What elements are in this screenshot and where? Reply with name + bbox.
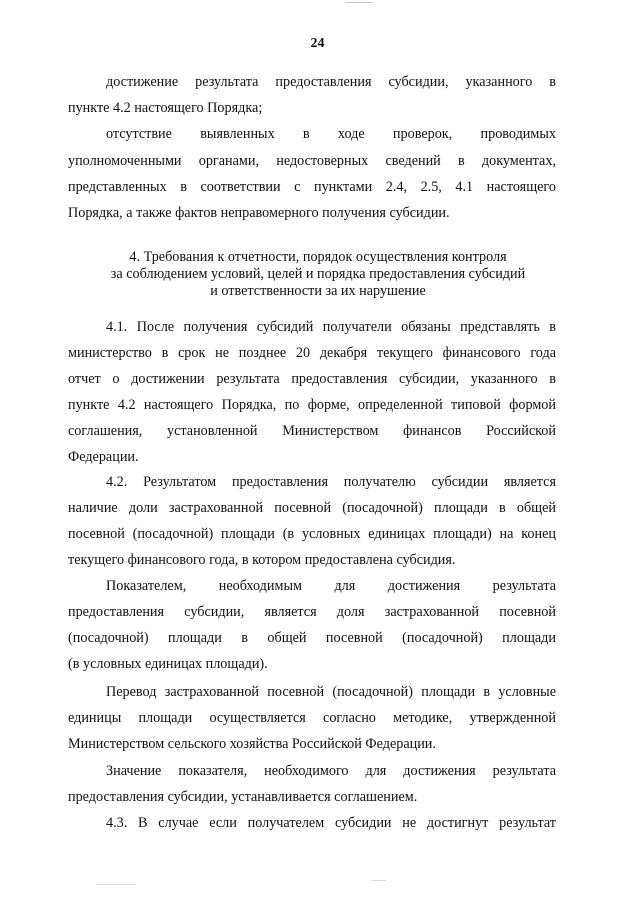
text-line: 4.3. В случае если получателем субсидии не достигнут результат (106, 815, 556, 831)
text-line: текущего финансового года, в котором предоставлена субсидия. (68, 552, 456, 568)
text-line: 4.2. Результатом предоставления получателю субсидии является (106, 474, 556, 490)
text-line: единицы площади осуществляется согласно методике, утвержденной (68, 710, 556, 726)
text-line: (в условных единицах площади). (68, 656, 268, 672)
text-line: Министерством сельского хозяйства Российской Федерации. (68, 736, 436, 752)
text-line: Порядка, а также фактов неправомерного получения субсидии. (68, 205, 450, 221)
heading-line: и ответственности за их нарушение (210, 283, 426, 299)
text-line: Показателем, необходимым для достижения результата (106, 578, 556, 594)
text-line: предоставления субсидии, устанавливается соглашением. (68, 789, 418, 805)
heading-line: 4. Требования к отчетности, порядок осуществления контроля (129, 249, 507, 265)
text-line: уполномоченными органами, недостоверных сведений в документах, (68, 153, 556, 169)
text-line: (посадочной) площади в общей посевной (посадочной) площади (68, 630, 556, 646)
scan-artifact-bottom (372, 880, 386, 881)
heading-line: за соблюдением условий, целей и порядка предоставления субсидий (110, 266, 526, 282)
text-line: посевной (посадочной) площади (в условных единицах площади) на конец (68, 526, 556, 542)
text-line: пункте 4.2 настоящего Порядка; (68, 100, 263, 116)
scan-artifact-top (345, 2, 373, 3)
text-line: соглашения, установленной Министерством финансов Российской (68, 423, 556, 439)
text-line: отсутствие выявленных в ходе проверок, проводимых (106, 126, 556, 142)
text-line: наличие доли застрахованной посевной (посадочной) площади в общей (68, 500, 556, 516)
text-line: 4.1. После получения субсидий получатели обязаны представлять в (106, 319, 556, 335)
text-line: отчет о достижении результата предоставления субсидии, указанного в (68, 371, 556, 387)
text-line: министерство в срок не позднее 20 декабря текущего финансового года (68, 345, 556, 361)
page-number: 24 (310, 36, 325, 51)
text-line: Значение показателя, необходимого для достижения результата (106, 763, 556, 779)
text-line: представленных в соответствии с пунктами 2.4, 2.5, 4.1 настоящего (68, 179, 556, 195)
scan-artifact-bottom (96, 884, 136, 885)
text-line: достижение результата предоставления субсидии, указанного в (106, 74, 556, 90)
text-line: Перевод застрахованной посевной (посадочной) площади в условные (106, 684, 556, 700)
text-line: пункте 4.2 настоящего Порядка, по форме, определенной типовой формой (68, 397, 556, 413)
text-line: предоставления субсидии, является доля застрахованной посевной (68, 604, 556, 620)
text-line: Федерации. (68, 449, 139, 465)
